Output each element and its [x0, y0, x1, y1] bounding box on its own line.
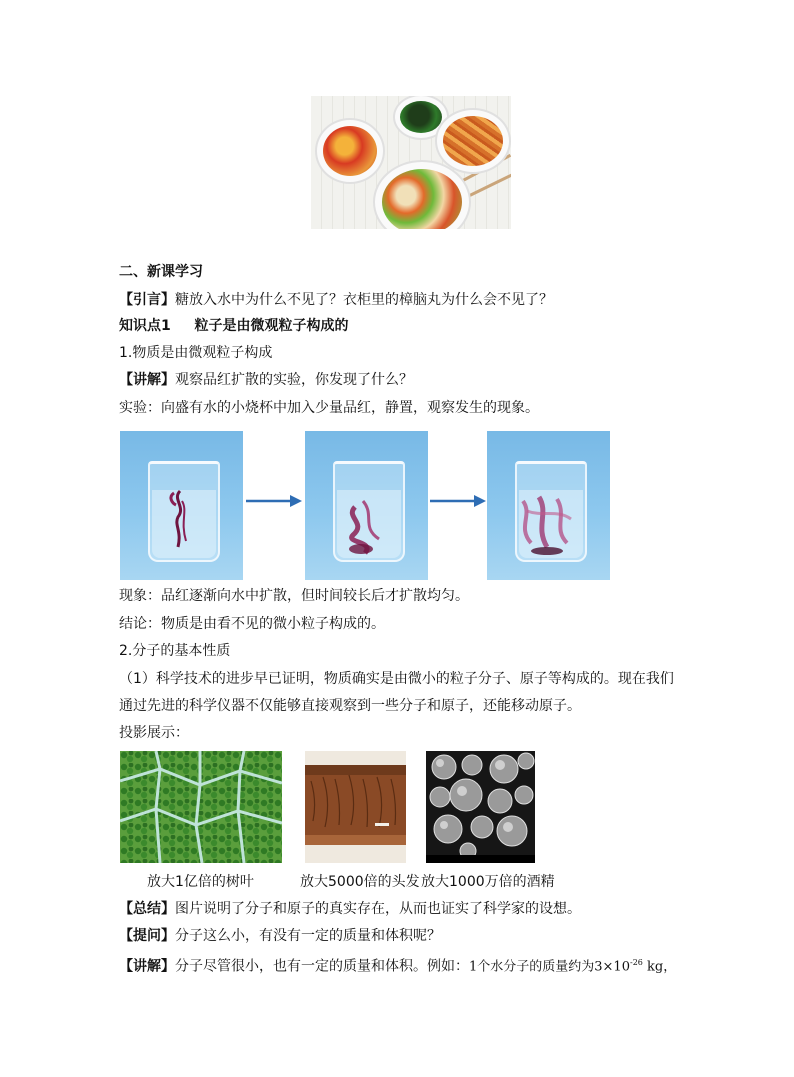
paragraph-line-1: （1）科学技术的进步早已证明，物质确实是由微小的粒子分子、原子等构成的。现在我们: [119, 671, 674, 687]
caption-alcohol: 放大1000万倍的酒精: [421, 874, 555, 890]
beaker-photo-2: [305, 431, 428, 580]
subhead-2: 2.分子的基本性质: [119, 643, 231, 659]
caption-hair: 放大5000倍的头发: [300, 874, 420, 890]
knowledge-point: [119, 316, 349, 336]
paragraph-line-2: 通过先进的科学仪器不仅能够直接观察到一些分子和原子，还能移动原子。: [119, 698, 581, 714]
food-photo: [311, 96, 511, 229]
summary-tag: 【总结】: [119, 901, 175, 917]
intro-tag: 【引言】: [119, 292, 175, 308]
subhead-1: 1.物质是由微观粒子构成: [119, 345, 273, 361]
intro-line: [119, 290, 553, 310]
conclusion-text: 结论：物质是由看不见的微小粒子构成的。: [119, 616, 385, 632]
arrow-right-icon: [430, 494, 486, 508]
explain1-line: [119, 370, 413, 390]
question-tag: 【提问】: [119, 928, 175, 944]
question-line: [119, 926, 441, 946]
summary-text: 图片说明了分子和原子的真实存在，从而也证实了科学家的设想。: [175, 901, 581, 917]
explain2-exponent: -26: [629, 958, 643, 967]
explain2-text: 分子尽管很小，也有一定的质量和体积。例如：: [175, 958, 469, 975]
beaker-photo-3: [487, 431, 610, 580]
arrow-right-icon: [246, 494, 302, 508]
sem-micrograph: [426, 751, 535, 863]
explain2-tag: 【讲解】: [119, 958, 175, 975]
explain2-unit: kg，: [642, 959, 677, 975]
caption-leaf: 放大1亿倍的树叶: [147, 874, 254, 890]
intro-text: 糖放入水中为什么不见了？衣柜里的樟脑丸为什么会不见了？: [175, 292, 553, 308]
experiment-text: 实验：向盛有水的小烧杯中加入少量品红，静置，观察发生的现象。: [119, 400, 539, 416]
explain1-text: 观察品红扩散的实验，你发现了什么？: [175, 372, 413, 388]
question-text: 分子这么小，有没有一定的质量和体积呢？: [175, 928, 441, 944]
summary-line: [119, 899, 581, 919]
section-title: 二、新课学习: [119, 264, 203, 280]
explain2-line: [119, 953, 676, 978]
knowledge-point-title: 粒子是由微观粒子构成的: [194, 318, 349, 334]
leaf-micrograph: [120, 751, 282, 863]
knowledge-point-label: 知识点1: [119, 318, 171, 334]
hair-micrograph: [305, 751, 406, 863]
beaker-photo-1: [120, 431, 243, 580]
projection-label: 投影展示：: [119, 725, 189, 741]
explain2-mass: 1个水分子的质量约为3×10: [469, 959, 630, 975]
explain1-tag: 【讲解】: [119, 372, 175, 388]
phenomenon-text: 现象：品红逐渐向水中扩散，但时间较长后才扩散均匀。: [119, 588, 469, 604]
